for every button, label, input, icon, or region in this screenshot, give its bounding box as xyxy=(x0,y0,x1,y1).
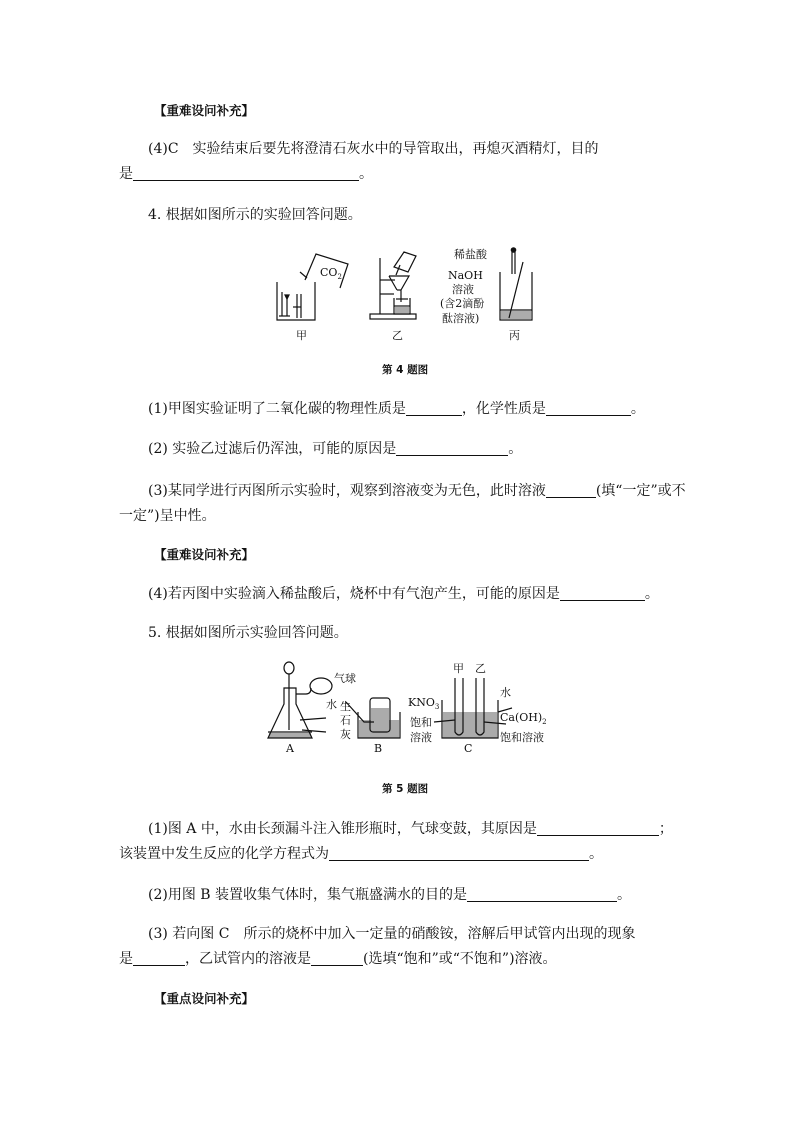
label-b: B xyxy=(374,742,383,755)
figure-5-caption: 第 5 题图 xyxy=(382,783,429,795)
q5-part2 xyxy=(148,884,631,906)
q4-part4 xyxy=(148,583,659,605)
water-label: 水 xyxy=(326,698,337,711)
section-heading: 【重难设问补充】 xyxy=(154,547,255,562)
figure-4 xyxy=(270,242,550,344)
answer-blank[interactable] xyxy=(406,401,462,416)
text: (3)某同学进行丙图所示实验时，观察到溶液变为无色，此时溶液 xyxy=(148,483,546,499)
sat-label-2: 溶液 xyxy=(410,731,432,744)
label-yi: 乙 xyxy=(475,662,486,675)
text: (1)甲图实验证明了二氧化碳的物理性质是 xyxy=(148,401,406,417)
acid-label: 稀盐酸 xyxy=(454,248,487,261)
figure-5 xyxy=(266,660,556,762)
text: ； xyxy=(658,821,673,837)
naoh-label-2: 溶液 xyxy=(452,283,474,296)
answer-blank[interactable] xyxy=(546,483,596,498)
answer-blank[interactable] xyxy=(537,821,659,836)
label-bing: 丙 xyxy=(509,329,520,342)
label-jia: 甲 xyxy=(296,329,307,342)
text: 该装置中发生反应的化学方程式为 xyxy=(119,846,329,862)
answer-blank[interactable] xyxy=(560,586,645,601)
water-label-c: 水 xyxy=(500,686,511,699)
answer-blank[interactable] xyxy=(133,951,185,966)
question-4-stem: 4. 根据如图所示的实验回答问题。 xyxy=(148,207,362,223)
text: (2) 实验乙过滤后仍浑浊，可能的原因是 xyxy=(148,441,397,457)
text: (4)若丙图中实验滴入稀盐酸后，烧杯中有气泡产生，可能的原因是 xyxy=(148,586,560,602)
text: 。 xyxy=(359,166,373,182)
q3-part4-line1: (4)C 实验结束后要先将澄清石灰水中的导管取出，再熄灭酒精灯，目的 xyxy=(148,141,599,157)
lime-label-3: 灰 xyxy=(340,728,351,741)
label-jia: 甲 xyxy=(453,662,464,675)
q5-part3-line2 xyxy=(119,948,557,970)
answer-blank[interactable] xyxy=(546,401,631,416)
label-c: C xyxy=(464,742,473,755)
stand-base xyxy=(370,314,416,319)
q5-part1-line2 xyxy=(119,843,603,865)
text: 。 xyxy=(630,401,645,417)
caoh2-label: $Ca(OH)_2$ xyxy=(500,711,547,726)
section-heading: 【重难设问补充】 xyxy=(154,103,255,118)
lime-label-2: 石 xyxy=(340,714,351,727)
balloon-label: 气球 xyxy=(334,672,356,685)
sat-label-1: 饱和 xyxy=(410,716,432,729)
q5-part3-line1: (3) 若向图 C 所示的烧杯中加入一定量的硝酸铵，溶解后甲试管内出现的现象 xyxy=(148,926,636,942)
text: 。 xyxy=(644,586,659,602)
text: (2)用图 B 装置收集气体时，集气瓶盛满水的目的是 xyxy=(148,887,468,903)
balloon xyxy=(310,678,332,694)
answer-blank[interactable] xyxy=(133,166,359,181)
text: (选填“饱和”或“不饱和”)溶液。 xyxy=(363,951,557,967)
co2-label: $CO_2$ xyxy=(320,266,342,281)
text: 是 xyxy=(119,951,133,967)
q4-part3-line2: 一定”)呈中性。 xyxy=(119,508,216,524)
text: 。 xyxy=(508,441,523,457)
naoh-label: NaOH xyxy=(448,269,483,282)
naoh-label-3: (含2滴酚 xyxy=(440,297,485,310)
figure-4-caption: 第 4 题图 xyxy=(382,364,429,376)
question-5-stem: 5. 根据如图所示实验回答问题。 xyxy=(148,625,348,641)
lime-label-1: 生 xyxy=(340,700,351,713)
text: (1)图 A 中，水由长颈漏斗注入锥形瓶时，气球变鼓，其原因是 xyxy=(148,821,537,837)
answer-blank[interactable] xyxy=(467,887,617,902)
text: 是 xyxy=(119,166,133,182)
text: 。 xyxy=(589,846,603,862)
q4-part2 xyxy=(148,438,522,460)
pouring-beaker xyxy=(394,252,416,272)
q4-part3-line1 xyxy=(148,480,686,502)
answer-blank[interactable] xyxy=(396,441,508,456)
kno3-label: $KNO_3$ xyxy=(408,696,440,711)
naoh-label-4: 酞溶液) xyxy=(442,312,480,325)
answer-blank[interactable] xyxy=(329,846,589,861)
q3-part4-line2 xyxy=(119,163,373,185)
section-heading: 【重点设问补充】 xyxy=(154,991,255,1006)
text: ，化学性质是 xyxy=(461,401,546,417)
q4-part1 xyxy=(148,398,645,420)
text: 。 xyxy=(617,887,632,903)
beaker-jia xyxy=(277,282,315,320)
q5-part1-line1 xyxy=(148,818,673,840)
answer-blank[interactable] xyxy=(311,951,363,966)
text: (填“一定”或不 xyxy=(595,483,686,499)
label-yi: 乙 xyxy=(392,329,403,342)
label-a: A xyxy=(286,742,294,755)
text: ，乙试管内的溶液是 xyxy=(185,951,311,967)
sat-label-3: 饱和溶液 xyxy=(500,731,544,744)
